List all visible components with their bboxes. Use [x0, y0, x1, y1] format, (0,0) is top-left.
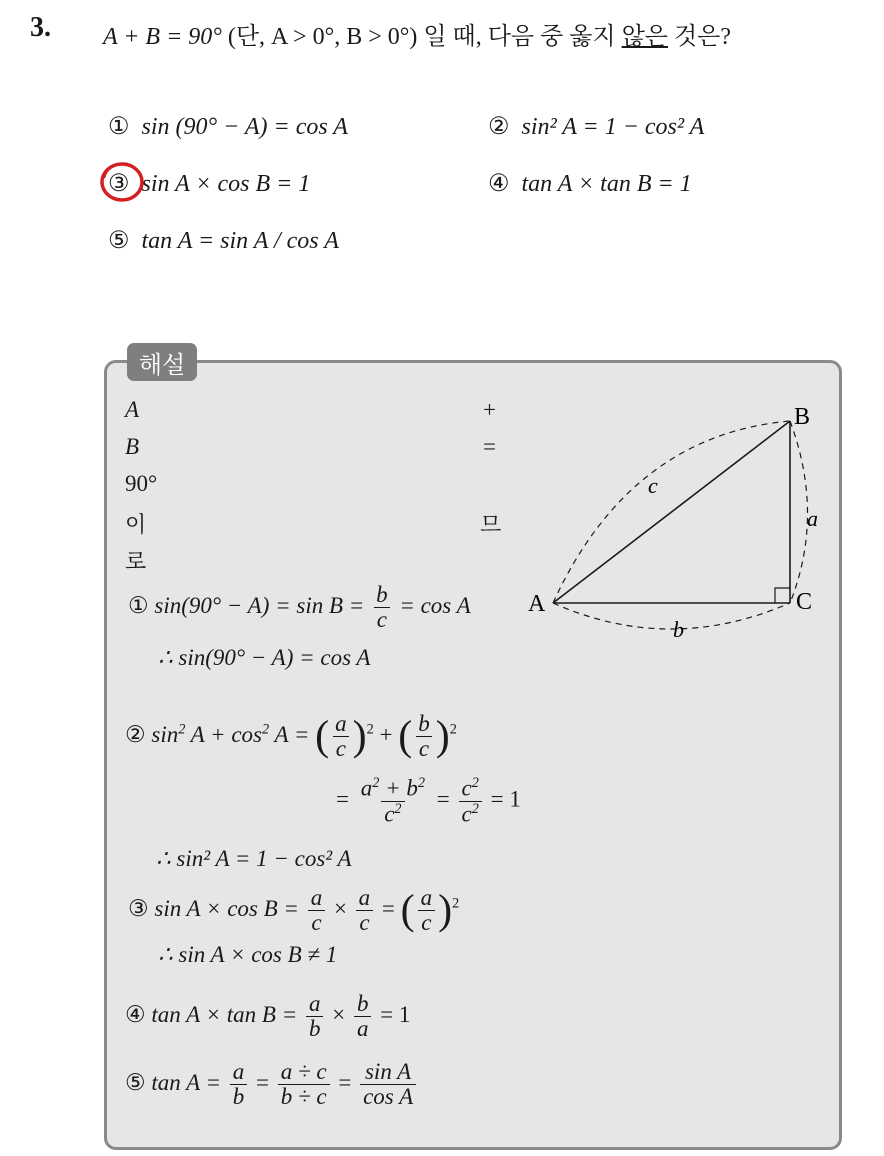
step-1-number: ①: [128, 592, 149, 618]
step-4: ④ tan A × tan B = $\frac{a}{b}$ × $\frac{b}{a}$ = 1: [125, 991, 411, 1042]
option-5-text: tan A = sin A / cos A: [141, 228, 339, 254]
arc-a: [790, 421, 808, 603]
question-condition: A + B = 90°: [103, 24, 222, 50]
option-3-text: sin A × cos B = 1: [141, 171, 311, 197]
step-2-cont: = $\frac{a^2 + b^2}{c^2}$ = $\frac{c^2}{c^2}$ = 1: [336, 775, 521, 827]
step-5: ⑤ tan A = $\frac{a}{b}$ = $\frac{a \div c}{b \div c}$ = $\frac{\text{sin A}}{\text{cos A}}$: [125, 1060, 419, 1109]
side-b-label: b: [673, 617, 684, 642]
side-a-label: a: [807, 506, 818, 531]
question-prompt-end: 것은?: [674, 24, 732, 50]
option-4-number: ④: [488, 171, 510, 197]
option-5[interactable]: [108, 226, 339, 255]
solution-tag: 해설: [127, 343, 197, 381]
option-5-number: ⑤: [108, 228, 130, 254]
vertex-a-label: A: [528, 591, 546, 617]
intro-right-0: +: [483, 397, 496, 422]
step-2-number: ②: [125, 721, 146, 747]
intro-right-1: =: [483, 434, 496, 459]
step-2-conclusion: ∴ sin² A = 1 − cos² A: [156, 846, 352, 871]
step-3-number: ③: [128, 895, 149, 921]
option-4[interactable]: [488, 169, 692, 198]
intro-left-2: 90°: [125, 471, 158, 496]
vertex-b-label: B: [794, 404, 811, 430]
step-1: ① sin(90° − A) = sin B = $\frac{b}{c}$ = cos A: [128, 582, 471, 633]
question-number: 3.: [30, 12, 51, 43]
step-3: ③ sin A × cos B = $\frac{a}{c}$ × $\frac{a}{c}$ = ( $\frac{a}{c}$ )$^2$: [128, 885, 460, 936]
option-2-number: ②: [488, 114, 510, 140]
option-3-number: ③: [108, 171, 130, 197]
intro-left-0: A: [125, 397, 140, 422]
option-1-text: sin (90° − A) = cos A: [141, 114, 348, 140]
question-paren: (단, A > 0°, B > 0°): [227, 24, 418, 50]
arc-b: [553, 603, 790, 629]
question-text: [103, 16, 731, 51]
step-2: ② $\sin^2 A + \cos^2 A$ = ( $\frac{a}{c}$ )$^2$ + ( $\frac{b}{c}$ )$^2$: [125, 711, 457, 762]
right-angle-icon: [775, 588, 790, 603]
side-c-line: [553, 421, 790, 603]
step-5-number: ⑤: [125, 1069, 146, 1095]
question-underlined: 않은: [621, 24, 668, 50]
answer-mark-circle-icon: [98, 158, 150, 206]
option-2-text: sin² A = 1 − cos² A: [521, 114, 705, 140]
vertex-c-label: C: [796, 589, 813, 615]
step-4-number: ④: [125, 1001, 146, 1027]
option-2[interactable]: [488, 112, 704, 141]
triangle-diagram: [520, 395, 840, 645]
side-c-label: c: [648, 473, 658, 498]
step-3-conclusion: ∴ sin A × cos B ≠ 1: [158, 942, 338, 967]
intro-left-1: B: [125, 434, 140, 459]
question-prompt: 일 때, 다음 중 옳지: [423, 24, 616, 50]
intro-left-4: 로: [125, 550, 147, 575]
option-4-text: tan A × tan B = 1: [521, 171, 692, 197]
intro-left-3: 이: [125, 513, 147, 538]
option-1-number: ①: [108, 114, 130, 140]
intro-right-2: 므: [480, 513, 502, 538]
step-1-conclusion: ∴ sin(90° − A) = cos A: [158, 645, 371, 670]
option-1[interactable]: [108, 112, 348, 141]
